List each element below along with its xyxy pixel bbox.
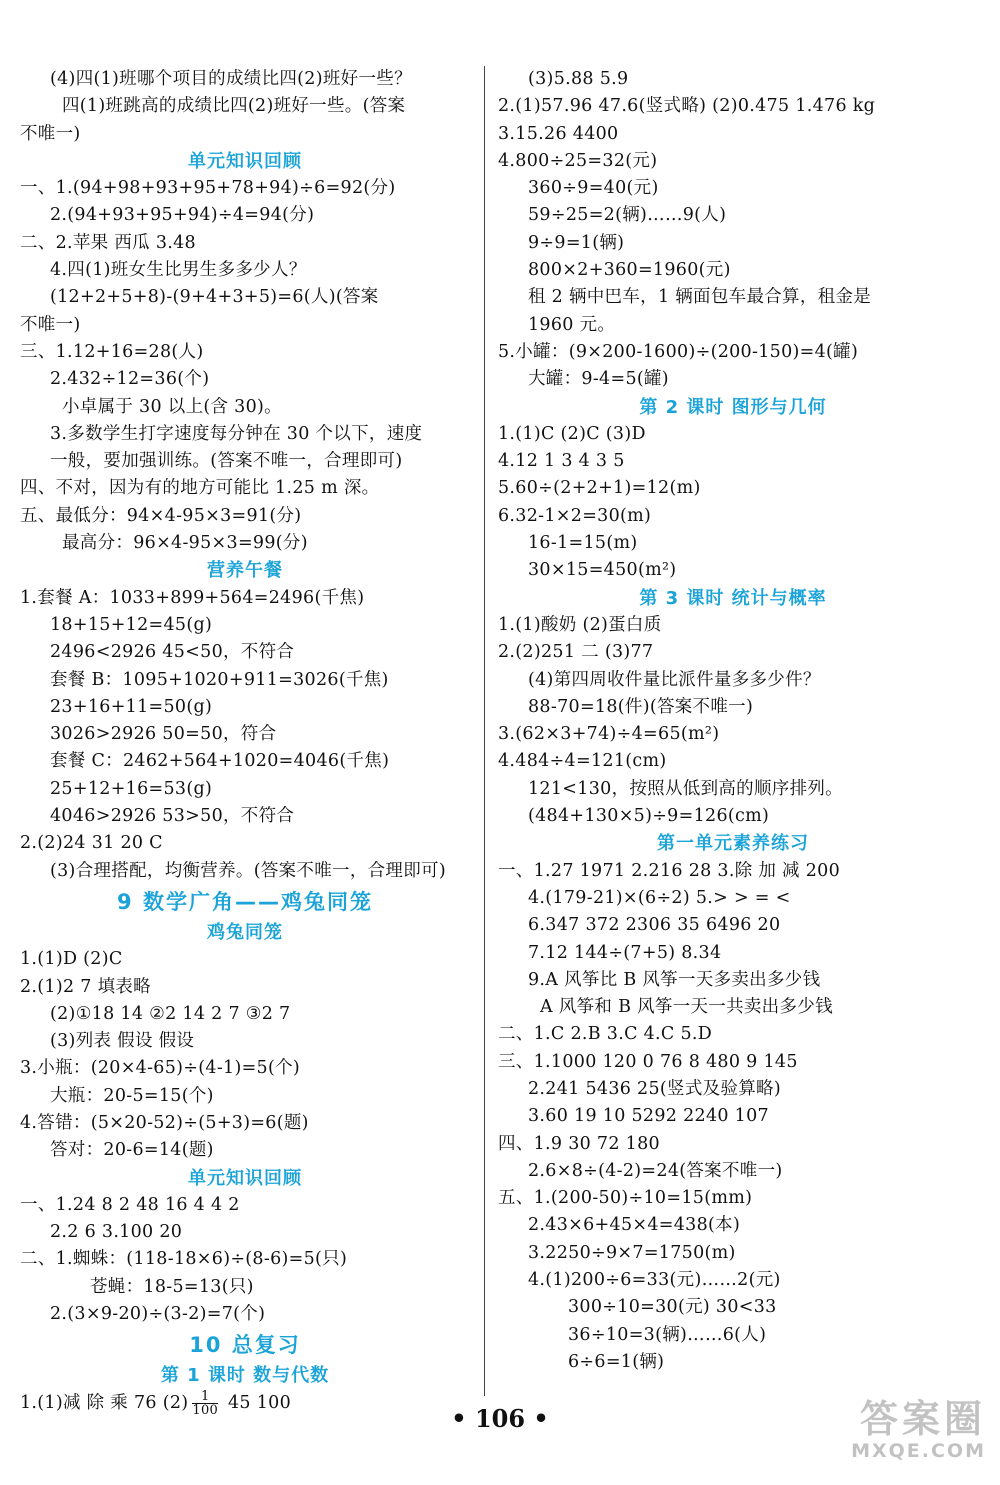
fraction-denominator: 100 (192, 1402, 219, 1418)
answer-line: (484+130×5)÷9=126(cm) (528, 806, 770, 827)
answer-line: 三、1.12+16=28(人) (20, 341, 204, 362)
chapter-heading: 10 总复习 (189, 1333, 301, 1358)
answer-line: 18+15+12=45(g) (50, 614, 213, 635)
answer-line: 30×15=450(m²) (528, 560, 677, 581)
answer-line: 租 2 辆中巴车，1 辆面包车最合算，租金是 (528, 287, 872, 308)
answer-line: 3.多数学生打字速度每分钟在 30 个以下，速度 (50, 423, 423, 444)
answer-line: 一、1.(94+98+93+95+78+94)÷6=92(分) (20, 178, 396, 199)
column-divider (484, 66, 485, 1396)
answer-line: 1.(1)酸奶 (2)蛋白质 (498, 614, 662, 635)
answer-line: 3.15.26 4400 (498, 123, 619, 144)
section-heading: 单元知识回顾 (188, 1167, 302, 1189)
answer-line: 3.60 19 10 5292 2240 107 (528, 1106, 769, 1127)
watermark-logo (810, 1398, 986, 1470)
answer-line: 5.小罐：(9×200-1600)÷(200-150)=4(罐) (498, 341, 859, 362)
answer-line: 1.(1)C (2)C (3)D (498, 423, 646, 444)
answer-line: 苍蝇：18-5=13(只) (90, 1276, 254, 1297)
answer-line: 4.484÷4=121(cm) (498, 751, 667, 772)
answer-line: 2.43×6+45×4=438(本) (528, 1215, 741, 1236)
answer-line: 不唯一) (20, 123, 81, 144)
answer-line: 2.(2)251 二 (3)77 (498, 642, 654, 663)
answer-line: 88-70=18(件)(答案不唯一) (528, 696, 754, 717)
answer-line: 二、1.C 2.B 3.C 4.C 5.D (498, 1024, 713, 1045)
answer-line: (3)5.88 5.9 (528, 69, 629, 89)
answer-text: 45 100 (222, 1392, 292, 1413)
answer-line: 1.(1)D (2)C (20, 949, 123, 970)
answer-line: 一、1.27 1971 2.216 28 3.除 加 减 200 (498, 860, 841, 881)
answer-line: 4.800÷25=32(元) (498, 150, 658, 171)
answer-line: 4.(179-21)×(6÷2) 5.> > = < (528, 887, 791, 908)
answer-line: (4)第四周收件量比派件量多多少件？ (528, 669, 821, 690)
answer-line: 大瓶：20-5=15(个) (50, 1085, 214, 1106)
section-heading: 第 3 课时 统计与概率 (639, 587, 827, 609)
left-column (20, 66, 470, 1417)
answer-line: 800×2+360=1960(元) (528, 260, 731, 281)
answer-line: 2496<2926 45<50，不符合 (50, 642, 295, 663)
answer-line: 3.小瓶：(20×4-65)÷(4-1)=5(个) (20, 1058, 301, 1079)
answer-line: 2.432÷12=36(个) (50, 369, 210, 390)
answer-line: 一般，要加强训练。(答案不唯一，合理即可) (50, 451, 403, 472)
section-heading: 营养午餐 (207, 560, 283, 582)
watermark-cn: 答案圈 (859, 1397, 986, 1441)
answer-line: 7.12 144÷(7+5) 8.34 (528, 942, 722, 963)
answer-line: 4046>2926 53>50，不符合 (50, 806, 295, 827)
answer-line: 1960 元。 (528, 314, 616, 335)
answer-line: 2.(1)57.96 47.6(竖式略) (2)0.475 1.476 kg (498, 96, 876, 117)
answer-line: (2)①18 14 ②2 14 2 7 ③2 7 (50, 1003, 291, 1024)
answer-line: 3.(62×3+74)÷4=65(m²) (498, 724, 720, 745)
answer-line: 2.(2)24 31 20 C (20, 833, 163, 854)
answer-line: 9.A 风筝比 B 风筝一天多卖出多少钱 (528, 969, 821, 990)
answer-line: 二、2.苹果 西瓜 3.48 (20, 232, 196, 253)
answer-line: 最高分：96×4-95×3=99(分) (62, 533, 308, 554)
answer-line: 四、1.9 30 72 180 (498, 1133, 660, 1154)
section-heading: 第 2 课时 图形与几何 (639, 396, 827, 418)
answer-line: 一、1.24 8 2 48 16 4 4 2 (20, 1194, 240, 1215)
answer-line: 2.(94+93+95+94)÷4=94(分) (50, 205, 315, 226)
answer-line: 二、1.蜘蛛：(118-18×6)÷(8-6)=5(只) (20, 1249, 348, 1270)
answer-line: 36÷10=3(辆)……6(人) (568, 1324, 767, 1345)
answer-line: 121<130，按照从低到高的顺序排列。 (528, 778, 843, 799)
answer-line: (12+2+5+8)-(9+4+3+5)=6(人)(答案 (50, 287, 379, 308)
answer-line: 5.60÷(2+2+1)=12(m) (498, 478, 701, 499)
answer-line: 2.6×8÷(4-2)=24(答案不唯一) (528, 1160, 783, 1181)
answer-line: 不唯一) (20, 314, 81, 335)
section-heading: 第 1 课时 数与代数 (160, 1365, 330, 1387)
answer-line: 16-1=15(m) (528, 533, 638, 554)
answer-text: 1.(1)减 除 乘 76 (2) (20, 1392, 189, 1413)
page-number: • 106 • (451, 1404, 549, 1433)
answer-line: 4.(1)200÷6=33(元)……2(元) (528, 1270, 781, 1291)
answer-line: 套餐 B：1095+1020+911=3026(千焦) (50, 669, 389, 690)
answer-line: (3)列表 假设 假设 (50, 1031, 195, 1052)
answer-line: 五、1.(200-50)÷10=15(mm) (498, 1188, 753, 1209)
answer-line: 6.32-1×2=30(m) (498, 505, 652, 526)
section-heading: 单元知识回顾 (188, 150, 302, 172)
fraction-numerator: 1 (192, 1390, 218, 1404)
section-heading: 鸡兔同笼 (207, 921, 283, 943)
answer-line: 小卓属于 30 以上(含 30)。 (62, 396, 282, 417)
answer-line: 四、不对，因为有的地方可能比 1.25 m 深。 (20, 478, 380, 499)
answer-line: 大罐：9-4=5(罐) (528, 369, 669, 390)
answer-line: 3026>2926 50=50，符合 (50, 724, 277, 745)
answer-line: 四(1)班跳高的成绩比四(2)班好一些。(答案 (62, 96, 406, 117)
answer-line: 答对：20-6=14(题) (50, 1140, 214, 1161)
chapter-heading: 9 数学广角——鸡兔同笼 (117, 889, 373, 914)
right-column (498, 66, 968, 1376)
answer-line: 五、最低分：94×4-95×3=91(分) (20, 505, 302, 526)
answer-line: 360÷9=40(元) (528, 178, 659, 199)
answer-line: 1.套餐 A：1033+899+564=2496(千焦) (20, 587, 365, 608)
answer-line: 套餐 C：2462+564+1020=4046(千焦) (50, 751, 390, 772)
answer-line: 23+16+11=50(g) (50, 696, 213, 717)
answer-line: 2.2 6 3.100 20 (50, 1222, 183, 1243)
answer-line: (3)合理搭配，均衡营养。(答案不唯一，合理即可) (50, 860, 446, 881)
answer-line: 2.241 5436 25(竖式及验算略) (528, 1078, 781, 1099)
answer-line: 4.12 1 3 4 3 5 (498, 451, 625, 472)
answer-line: 25+12+16=53(g) (50, 778, 213, 799)
answer-line: 2.(1)2 7 填表略 (20, 976, 151, 997)
answer-line: 6÷6=1(辆) (568, 1351, 665, 1372)
section-heading: 第一单元素养练习 (657, 833, 809, 855)
answer-line: 4.答错：(5×20-52)÷(5+3)=6(题) (20, 1112, 309, 1133)
answer-line: 9÷9=1(辆) (528, 232, 625, 253)
answer-line: 300÷10=30(元) 30<33 (568, 1297, 777, 1318)
answer-line: 3.2250÷9×7=1750(m) (528, 1242, 736, 1263)
answer-line: 三、1.1000 120 0 76 8 480 9 145 (498, 1051, 798, 1072)
answer-line: 2.(3×9-20)÷(3-2)=7(个) (50, 1304, 266, 1325)
answer-line: 6.347 372 2306 35 6496 20 (528, 915, 781, 936)
watermark-en: MXQE.COM (851, 1440, 986, 1462)
answer-line: 59÷25=2(辆)……9(人) (528, 205, 727, 226)
answer-line: (4)四(1)班哪个项目的成绩比四(2)班好一些？ (50, 69, 412, 89)
answer-line: 4.四(1)班女生比男生多多少人？ (50, 260, 307, 281)
answer-line: A 风筝和 B 风筝一天一共卖出多少钱 (540, 997, 833, 1018)
